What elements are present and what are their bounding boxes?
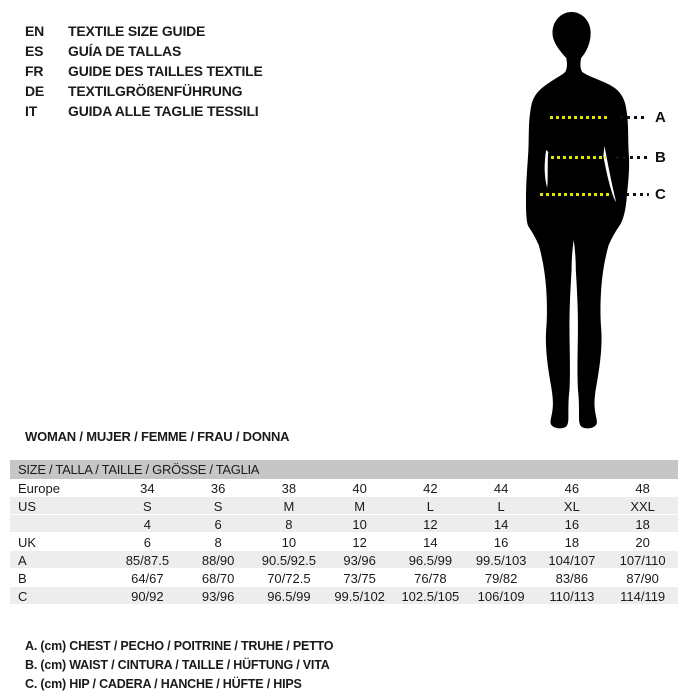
table-row — [10, 515, 678, 533]
size-value: XL — [563, 498, 580, 514]
section-heading-woman: WOMAN / MUJER / FEMME / FRAU / DONNA — [25, 429, 290, 444]
size-value: 93/96 — [201, 588, 235, 604]
table-row — [10, 587, 678, 605]
size-value: 18 — [564, 534, 580, 550]
language-code: IT — [25, 103, 38, 119]
size-value: 8 — [214, 534, 222, 550]
size-value: 38 — [281, 480, 297, 496]
row-label: US — [18, 498, 37, 514]
size-value: 18 — [635, 516, 650, 532]
language-code: DE — [25, 83, 45, 99]
hip-line-label: C — [655, 186, 666, 203]
row-label: A — [18, 552, 27, 568]
size-value: 8 — [285, 516, 293, 532]
size-value: 79/82 — [484, 570, 518, 586]
size-value: 106/109 — [477, 588, 525, 604]
size-value: L — [426, 498, 434, 514]
chest-line-callout — [620, 116, 648, 119]
size-value: 102.5/105 — [401, 588, 460, 604]
size-value: 64/67 — [131, 570, 164, 586]
waist-line-callout — [616, 156, 648, 159]
hip-line-callout — [626, 193, 649, 196]
language-row — [25, 101, 263, 121]
size-value: 4 — [143, 516, 151, 532]
size-value: XXL — [630, 498, 655, 514]
language-title: TEXTILE SIZE GUIDE — [68, 23, 206, 39]
size-value: 42 — [423, 480, 438, 496]
size-value: 6 — [214, 516, 222, 532]
language-title: GUIDA ALLE TAGLIE TESSILI — [68, 103, 259, 119]
row-label: UK — [18, 534, 37, 550]
size-value: L — [497, 498, 505, 514]
size-value: 93/96 — [343, 552, 376, 568]
size-value: 48 — [635, 480, 650, 496]
row-label: Europe — [18, 480, 60, 496]
size-value: 6 — [143, 534, 151, 550]
table-row — [10, 479, 678, 497]
size-value: 90.5/92.5 — [261, 552, 316, 568]
row-label: C — [18, 588, 28, 604]
size-value: 104/107 — [548, 552, 596, 568]
size-value: M — [354, 498, 366, 514]
waist-line-label: B — [655, 149, 666, 166]
size-value: 96.5/99 — [408, 552, 453, 568]
size-value: S — [143, 498, 152, 514]
table-row — [10, 533, 678, 551]
table-row — [10, 497, 678, 515]
table-row — [10, 569, 678, 587]
size-value: 40 — [352, 480, 367, 496]
language-title-list — [25, 21, 263, 121]
size-value: 16 — [564, 516, 580, 532]
size-value: M — [283, 498, 295, 514]
size-value: 99.5/103 — [475, 552, 527, 568]
woman-silhouette — [526, 10, 632, 430]
size-value: 99.5/102 — [334, 588, 385, 604]
chest-line-label: A — [655, 109, 666, 126]
language-row — [25, 41, 263, 61]
waist-line-on-body — [551, 156, 606, 159]
size-table-header: SIZE / TALLA / TAILLE / GRÖSSE / TAGLIA — [10, 460, 678, 479]
size-value: 114/119 — [620, 588, 666, 604]
legend-line: B. (cm) WAIST / CINTURA / TAILLE / HÜFTUNG / VITA — [25, 658, 330, 672]
size-value: 83/86 — [555, 570, 589, 586]
size-value: 76/78 — [414, 570, 447, 586]
size-value: S — [213, 498, 223, 514]
size-value: 34 — [140, 480, 155, 496]
size-table — [10, 460, 678, 605]
language-title: GUÍA DE TALLAS — [68, 43, 182, 59]
language-code: EN — [25, 23, 45, 39]
size-value: 73/75 — [343, 570, 376, 586]
size-value: 12 — [423, 516, 438, 532]
size-value: 90/92 — [131, 588, 164, 604]
size-value: 36 — [210, 480, 226, 496]
size-value: 10 — [281, 534, 297, 550]
size-value: 96.5/99 — [267, 588, 311, 604]
size-value: 44 — [493, 480, 509, 496]
size-table-body — [10, 479, 678, 605]
legend-line: C. (cm) HIP / CADERA / HANCHE / HÜFTE / HIPS — [25, 677, 302, 691]
size-value: 70/72.5 — [267, 570, 311, 586]
measurement-legend — [25, 637, 333, 694]
language-code: FR — [25, 63, 44, 79]
woman-silhouette-svg — [526, 10, 632, 430]
size-value: 110/113 — [549, 588, 595, 604]
size-value: 46 — [564, 480, 580, 496]
language-row — [25, 81, 263, 101]
size-value: 10 — [352, 516, 367, 532]
size-value: 107/110 — [619, 552, 666, 568]
language-code: ES — [25, 43, 44, 59]
size-value: 14 — [423, 534, 438, 550]
hip-line-on-body — [540, 193, 612, 196]
language-row — [25, 61, 263, 81]
legend-line: A. (cm) CHEST / PECHO / POITRINE / TRUHE / PETTO — [25, 639, 334, 653]
size-value: 88/90 — [201, 552, 235, 568]
size-value: 85/87.5 — [125, 552, 170, 568]
language-row — [25, 21, 263, 41]
language-title: TEXTILGRÖßENFÜHRUNG — [68, 83, 243, 99]
size-value: 87/90 — [626, 570, 659, 586]
size-value: 14 — [493, 516, 509, 532]
size-value: 16 — [493, 534, 509, 550]
language-title: GUIDE DES TAILLES TEXTILE — [68, 63, 263, 79]
size-value: 12 — [352, 534, 367, 550]
chest-line-on-body — [550, 116, 608, 119]
size-value: 20 — [635, 534, 650, 550]
table-row — [10, 551, 678, 569]
size-value: 68/70 — [201, 570, 235, 586]
row-label: B — [18, 570, 27, 586]
